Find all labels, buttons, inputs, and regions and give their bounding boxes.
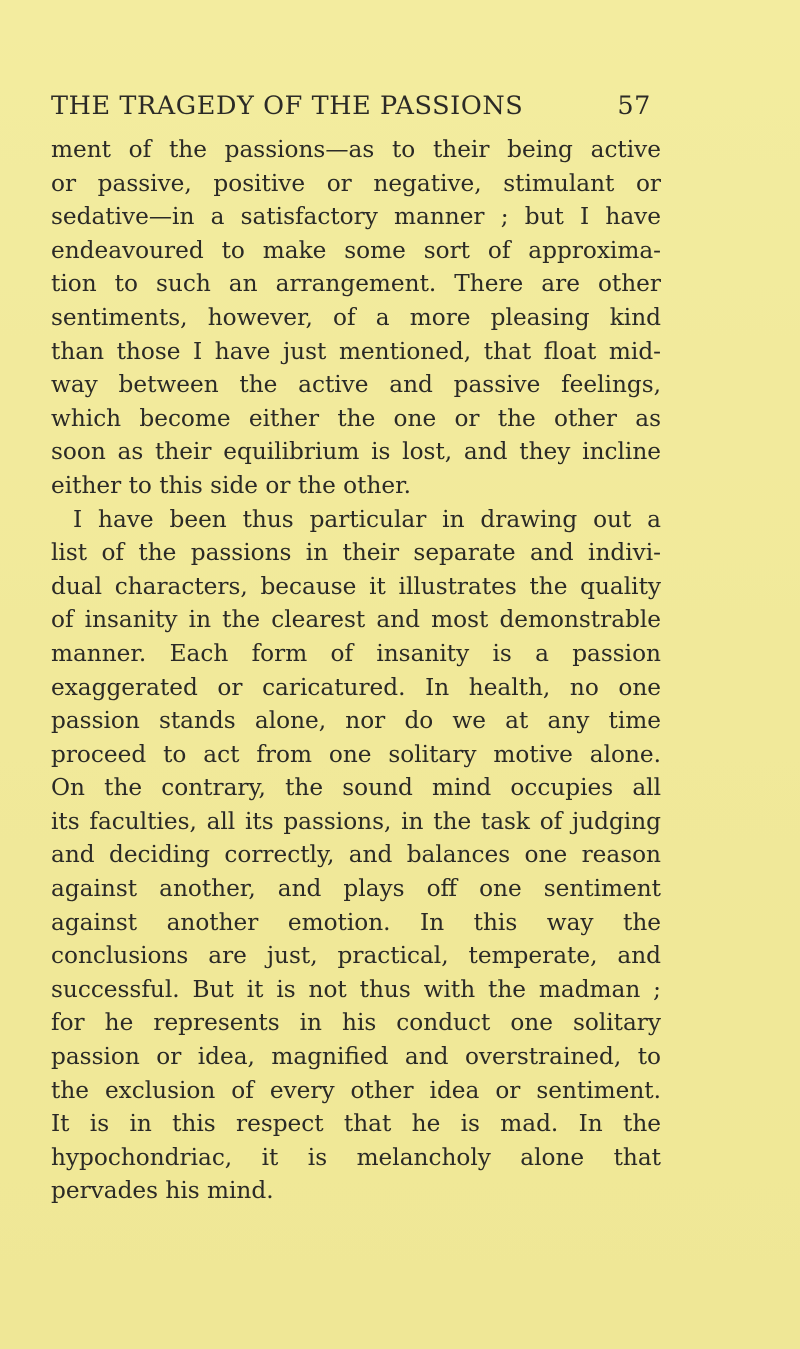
text-line: pervades his mind. (51, 1177, 274, 1205)
text-line: manner. Each form of insanity is a passion (51, 639, 661, 667)
text-line: exaggerated or caricatured. In health, no one (51, 673, 661, 701)
running-head (51, 86, 651, 126)
text-line: the exclusion of every other idea or sentiment. (51, 1076, 661, 1104)
text-line: I have been thus particular in drawing out a (73, 505, 661, 533)
text-line: list of the passions in their separate and indivi- (51, 539, 661, 567)
text-line: sedative—in a satisfactory manner ; but I have (51, 203, 661, 231)
page-number: 57 (617, 91, 651, 121)
text-line: It is in this respect that he is mad. In the (51, 1110, 661, 1138)
text-line: passion or idea, magnified and overstrained, to (51, 1043, 661, 1071)
text-line: than those I have just mentioned, that float mid- (51, 337, 661, 365)
text-line: which become either the one or the other as (51, 404, 661, 432)
text-line: ment of the passions—as to their being active (51, 136, 661, 163)
text-line: sentiments, however, of a more pleasing kind (51, 303, 661, 331)
text-line: against another, and plays off one sentiment (51, 875, 661, 903)
text-line: of insanity in the clearest and most demonstrable (51, 606, 661, 634)
text-line: or passive, positive or negative, stimulant or (51, 169, 661, 197)
text-line: dual characters, because it illustrates the quality (51, 572, 661, 600)
text-line: either to this side or the other. (51, 471, 412, 499)
text-line: for he represents in his conduct one solitary (51, 1009, 661, 1037)
text-line: against another emotion. In this way the (51, 908, 661, 936)
text-line: hypochondriac, it is melancholy alone that (51, 1143, 661, 1171)
text-line: its faculties, all its passions, in the task of judging (51, 807, 661, 835)
text-line: endeavoured to make some sort of approxima- (51, 236, 661, 264)
text-line: way between the active and passive feelings, (51, 371, 661, 399)
text-line: On the contrary, the sound mind occupies all (51, 774, 661, 802)
text-line: conclusions are just, practical, temperate, and (51, 942, 661, 970)
text-line: passion stands alone, nor do we at any time (51, 707, 661, 735)
text-line: soon as their equilibrium is lost, and they incline (51, 438, 661, 466)
running-head-title: THE TRAGEDY OF THE PASSIONS (51, 91, 524, 121)
text-line: and deciding correctly, and balances one reason (51, 841, 661, 869)
body-text (51, 133, 661, 1205)
text-line: tion to such an arrangement. There are other (51, 270, 661, 298)
text-line: successful. But it is not thus with the madman ; (51, 975, 661, 1003)
text-line: proceed to act from one solitary motive alone. (51, 740, 661, 768)
